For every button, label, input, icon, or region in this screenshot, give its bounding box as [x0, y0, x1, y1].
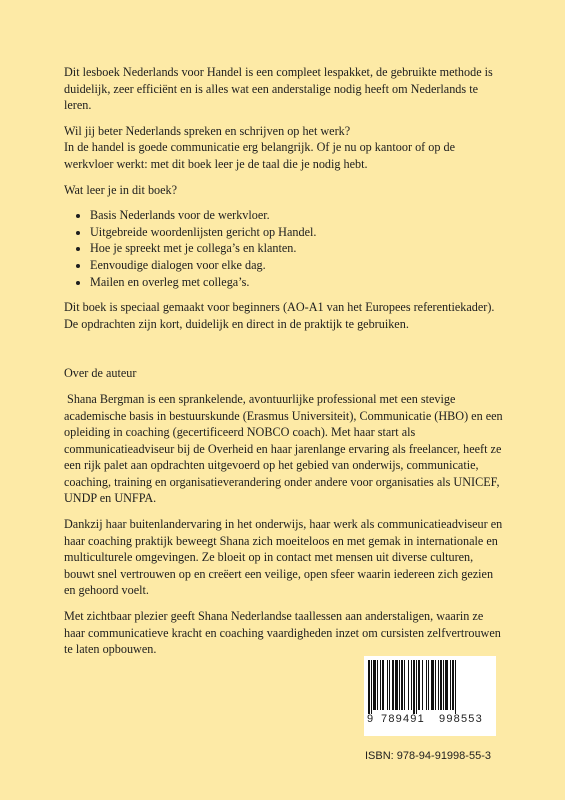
barcode-bar — [399, 660, 400, 710]
barcode-bar — [450, 660, 451, 710]
barcode-group-2: 998553 — [439, 713, 483, 725]
barcode-bar — [377, 660, 378, 710]
question-line: Wil jij beter Nederlands spreken en schrijven op het werk? — [64, 123, 351, 138]
barcode-bar — [418, 660, 420, 710]
author-paragraph: Shana Bergman is een sprankelende, avontuurlijke professional met een stevige academische basis in bestuurskunde (Erasmus Universiteit), Communicatie (HBO) en een opleiding in coaching (gecertificeerd NOBCO coach). Met haar start als communicatieadviseur bij de Overheid en haar jarenlange ervaring als freelancer, heeft ze een rijk palet aan opdrachten uitgevoerd op het gebied van onderwijs, communicatie, coaching, training en organisatieverandering onder andere voor organisaties als UNICEF, UNDP en UNFPA. — [64, 391, 506, 506]
barcode — [364, 656, 496, 736]
barcode-bar — [368, 660, 370, 714]
barcode-bar — [404, 660, 405, 710]
barcode-bar — [428, 660, 429, 710]
barcode-bar — [431, 660, 434, 710]
barcode-bar — [411, 660, 412, 710]
isbn-label: ISBN: 978-94-91998-55-3 — [365, 750, 491, 762]
barcode-bar — [440, 660, 442, 710]
learn-list — [64, 207, 504, 290]
barcode-group-1: 789491 — [381, 713, 425, 725]
author-paragraph: Dankzij haar buitenlandervaring in het onderwijs, haar werk als communicatieadviseur en haar coaching praktijk beweegt Shana zich moeiteloos en met gemak in internationale en multiculturele omgevingen. Ze bloeit op in contact met mensen uit diverse culturen, bouwt snel vertrouwen op en creëert een veilige, open sfeer waarin iedereen zich gezien en gehoord voelt. — [64, 517, 503, 598]
learn-heading: Wat leer je in dit boek? — [64, 182, 178, 197]
barcode-lead-digit: 9 — [367, 713, 374, 725]
barcode-bar — [395, 660, 398, 710]
barcode-bar — [382, 660, 384, 710]
barcode-digits — [364, 713, 496, 729]
back-cover-text — [64, 64, 504, 667]
barcode-bar — [438, 660, 439, 710]
barcode-bars — [364, 656, 496, 714]
barcode-bar — [443, 660, 444, 710]
list-item: • Basis Nederlands voor de werkvloer. — [90, 207, 504, 224]
barcode-bar — [371, 660, 372, 714]
barcode-bar — [426, 660, 427, 710]
list-item: • Hoe je spreekt met je collega’s en klanten. — [90, 240, 504, 257]
barcode-bar — [455, 660, 456, 714]
barcode-bar — [452, 660, 454, 710]
barcode-bar — [435, 660, 436, 710]
barcode-bar — [422, 660, 423, 710]
barcode-bar — [373, 660, 376, 710]
section-spacer — [64, 341, 504, 365]
list-item: • Eenvoudige dialogen voor elke dag. — [90, 257, 504, 274]
barcode-bar — [416, 660, 417, 714]
barcode-bar — [380, 660, 381, 710]
barcode-bar — [445, 660, 448, 710]
intro-paragraph: Dit lesboek Nederlands voor Handel is een compleet lespakket, de gebruikte methode is duidelijk, zeer efficiënt en is alles wat een anderstalige nodig heeft om Nederlands te leren. — [64, 65, 493, 113]
list-item: • Uitgebreide woordenlijsten gericht op Handel. — [90, 224, 504, 241]
communication-line: In de handel is goede communicatie erg belangrijk. Of je nu op kantoor of op de werkvloer werkt: met dit boek leer je de taal die je nodig hebt. — [64, 140, 456, 171]
beginners-paragraph: Dit boek is speciaal gemaakt voor beginners (AO-A1 van het Europees referentiekader). De opdrachten zijn kort, duidelijk en direct in de praktijk te gebruiken. — [64, 300, 495, 331]
barcode-bar — [392, 660, 394, 710]
barcode-bar — [387, 660, 388, 710]
author-paragraph: Met zichtbaar plezier geeft Shana Nederlandse taallessen aan anderstaligen, waarin ze haar communicatieve kracht en coaching vaardigheden inzet om cursisten zelfvertrouwen te laten opbouwen. — [64, 609, 501, 657]
barcode-bar — [413, 660, 415, 714]
barcode-bar — [401, 660, 403, 710]
question-paragraph — [64, 123, 504, 173]
barcode-bar — [408, 660, 409, 710]
barcode-bar — [389, 660, 390, 710]
author-heading: Over de auteur — [64, 366, 137, 381]
list-item: • Mailen en overleg met collega’s. — [90, 274, 504, 291]
